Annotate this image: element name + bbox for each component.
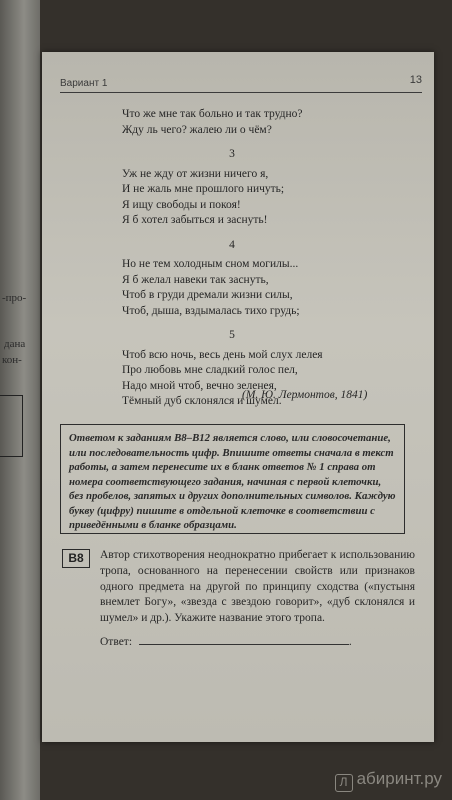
labirint-logo-icon: Л xyxy=(335,774,353,792)
poem-line: Надо мной чтоб, вечно зеленея, xyxy=(122,379,277,392)
watermark-text: абиринт.ру xyxy=(356,769,442,788)
poem-line: Я б хотел забыться и заснуть! xyxy=(122,214,268,226)
answer-label: Ответ: xyxy=(100,636,133,648)
watermark xyxy=(335,769,442,792)
answer-row xyxy=(100,632,352,648)
poem-line: Тёмный дуб склонялся и шумел. xyxy=(122,395,282,407)
poem-line: Чтоб всю ночь, весь день мой слух лелея xyxy=(122,348,323,361)
answer-period: . xyxy=(348,636,352,648)
poem-line: И не жаль мне прошлого ничуть; xyxy=(122,183,285,195)
left-page-fragment: -про- xyxy=(2,292,27,304)
left-page-box xyxy=(0,395,23,457)
poem-line: Но не тем холодным сном могилы... xyxy=(122,258,299,270)
stanza-number: 4 xyxy=(229,238,235,251)
left-page-fragment: дана xyxy=(4,338,26,350)
task-number-badge: В8 xyxy=(62,549,90,568)
poem-stanza xyxy=(122,238,422,320)
poem-stanza xyxy=(122,147,422,229)
poem-line: Я б желал навеки так заснуть, xyxy=(122,273,269,286)
poem-line: Что же мне так больно и так трудно? xyxy=(122,108,303,120)
poem-attribution: (М. Ю. Лермонтов, 1841) xyxy=(242,389,368,401)
variant-label: Вариант 1 xyxy=(60,78,108,89)
stanza-number: 3 xyxy=(229,148,235,160)
poem-line: Уж не жду от жизни ничего я, xyxy=(122,167,269,180)
answer-blank[interactable] xyxy=(139,632,349,645)
left-page-fragment: кон- xyxy=(2,354,22,366)
task-question: Автор стихотворения неоднократно прибегает к использованию тропа, основанного на перенесении свойств или признаков одного предмета на другой по принципу сходства («пустыня внемлет Богу», «звезда с звездою говорит», «дуб склонялся и шумел» и др.). Укажите название этого тропа. xyxy=(100,549,415,625)
instructions-box: Ответом к заданиям В8–В12 является слово, или словосочетание, или последовательность цифр. Впишите ответы сначала в текст работы, а затем перенесите их в бланк ответов № 1 справа от номера соответствующего задания, начиная с первой клеточки, без пробелов, запятых и других дополнительных символов. Каждую букву (цифру) пишите в отдельной клеточке в соответствии с приведёнными в бланке образцами. xyxy=(60,424,405,534)
book-page xyxy=(42,52,434,742)
poem-line: Чтоб, дыша, вздымалась тихо грудь; xyxy=(122,304,300,317)
poem xyxy=(122,107,422,410)
stanza-number: 5 xyxy=(229,329,235,341)
poem-line: Про любовь мне сладкий голос пел, xyxy=(122,364,298,376)
page-number: 13 xyxy=(409,74,422,86)
poem-stanza xyxy=(122,107,422,138)
adjacent-page-edge xyxy=(0,0,40,800)
page-header xyxy=(60,74,422,93)
poem-line: Чтоб в груди дремали жизни силы, xyxy=(122,289,293,301)
poem-line: Жду ль чего? жалею ли о чём? xyxy=(122,123,272,136)
poem-line: Я ищу свободы и покоя! xyxy=(122,198,241,211)
